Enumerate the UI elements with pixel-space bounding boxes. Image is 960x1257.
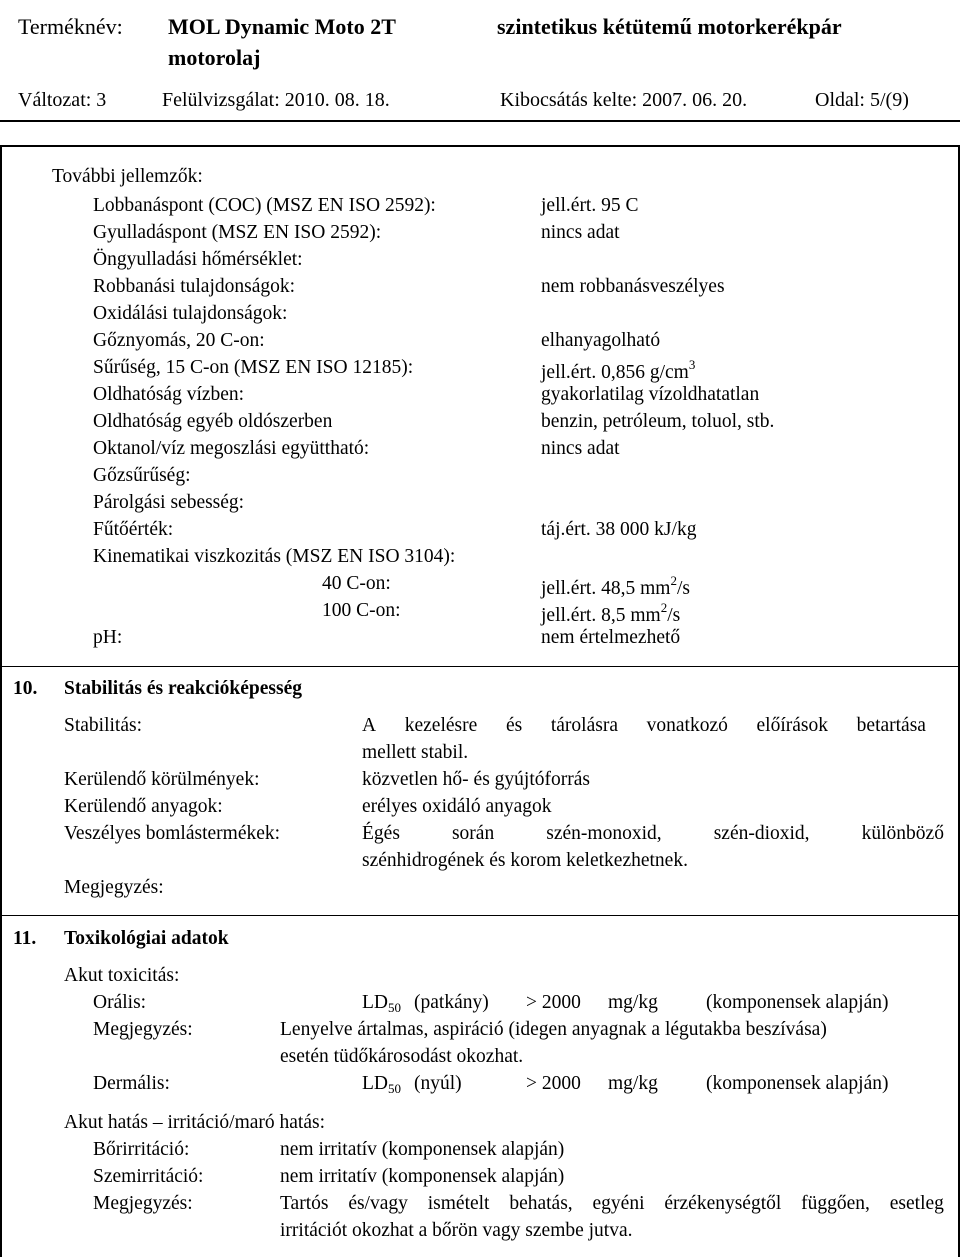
prop-label: Oxidálási tulajdonságok: — [93, 303, 288, 324]
viscosity-40-superscript: 2 — [670, 573, 677, 588]
viscosity-40-number: jell.ért. 48,5 mm — [541, 578, 671, 599]
prop-label: Kinematikai viszkozitás (MSZ EN ISO 3104): — [93, 546, 456, 567]
word: szén-monoxid, — [546, 823, 662, 844]
oral-basis: (komponensek alapján) — [706, 992, 889, 1013]
word: egyéni — [592, 1193, 645, 1214]
word: és/vagy — [348, 1193, 408, 1214]
prop-value: táj.ért. 38 000 kJ/kg — [541, 519, 697, 540]
note1-line1: Lenyelve ártalmas, aspiráció (idegen anyagnak a légutakba beszívása) — [280, 1019, 827, 1040]
word: vonatkozó — [646, 715, 728, 736]
eye-irritation-label: Szemirritáció: — [93, 1166, 204, 1187]
viscosity-100-superscript: 2 — [660, 600, 668, 615]
prop-label: Robbanási tulajdonságok: — [93, 276, 296, 297]
ph-label: pH: — [93, 627, 123, 648]
section-divider — [0, 915, 960, 916]
word: A — [362, 715, 377, 736]
product-name-part1: MOL Dynamic Moto 2T — [168, 14, 396, 39]
version-text: Változat: 3 — [18, 89, 107, 111]
issue-date: Kibocsátás kelte: 2007. 06. 20. — [500, 89, 748, 111]
prop-label: Fűtőérték: — [93, 519, 174, 540]
ld-text: LD — [362, 992, 388, 1013]
note2-line2: irritációt okozhat a bőrön vagy szembe jutva. — [280, 1220, 633, 1241]
prop-label: Gőzsűrűség: — [93, 465, 191, 486]
prop-value — [541, 358, 695, 383]
dermal-unit: mg/kg — [608, 1073, 658, 1094]
page-number: Oldal: 5/(9) — [815, 89, 909, 111]
word: betartása — [856, 715, 926, 736]
word: előírások — [756, 715, 829, 736]
header-rule — [0, 120, 960, 122]
avoid-materials-label: Kerülendő anyagok: — [64, 796, 223, 817]
acute-toxicity-heading: Akut toxicitás: — [64, 965, 180, 986]
word: kezelésre — [404, 715, 478, 736]
viscosity-40-value — [541, 574, 690, 599]
section-11-number: 11. — [13, 928, 37, 949]
decomposition-value-line1 — [362, 824, 944, 844]
section-10-note-label: Megjegyzés: — [64, 877, 164, 898]
oral-value: > 2000 — [526, 992, 581, 1013]
dermal-species: (nyúl) — [414, 1073, 462, 1094]
prop-label: Öngyulladási hőmérséklet: — [93, 249, 303, 270]
stability-value-line2: mellett stabil. — [362, 742, 469, 763]
dermal-value: > 2000 — [526, 1073, 581, 1094]
section-11-title: Toxikológiai adatok — [64, 928, 229, 949]
word: ismételt — [427, 1193, 490, 1214]
ld-subscript: 50 — [388, 1000, 401, 1015]
dermal-basis: (komponensek alapján) — [706, 1073, 889, 1094]
word: Tartós — [280, 1193, 329, 1214]
word: szén-dioxid, — [713, 823, 810, 844]
word: érzékenységtől — [664, 1193, 782, 1214]
product-name-part3: motorolaj — [168, 45, 261, 70]
word: Égés — [362, 823, 400, 844]
dermal-label: Dermális: — [93, 1073, 170, 1094]
word: függően, — [801, 1193, 870, 1214]
prop-label: Lobbanáspont (COC) (MSZ EN ISO 2592): — [93, 195, 436, 216]
section-divider — [0, 666, 960, 667]
section-10-number: 10. — [13, 678, 38, 699]
acute-effect-heading: Akut hatás – irritáció/maró hatás: — [64, 1112, 326, 1133]
prop-value: nem robbanásveszélyes — [541, 276, 725, 297]
avoid-conditions-label: Kerülendő körülmények: — [64, 769, 260, 790]
viscosity-100-number: jell.ért. 8,5 mm — [541, 605, 661, 626]
prop-label: Gyulladáspont (MSZ EN ISO 2592): — [93, 222, 382, 243]
ph-value: nem értelmezhető — [541, 627, 681, 648]
viscosity-100-value — [541, 601, 680, 626]
oral-label: Orális: — [93, 992, 147, 1013]
section-10-title: Stabilitás és reakcióképesség — [64, 678, 302, 699]
word: és — [505, 715, 523, 736]
viscosity-40-label: 40 C-on: — [322, 573, 391, 594]
viscosity-100-label: 100 C-on: — [322, 600, 401, 621]
density-superscript: 3 — [688, 357, 696, 372]
stability-label: Stabilitás: — [64, 715, 142, 736]
prop-value: nincs adat — [541, 222, 620, 243]
word: esetleg — [889, 1193, 944, 1214]
note1-label: Megjegyzés: — [93, 1019, 193, 1040]
note1-line2: esetén tüdőkárosodást okozhat. — [280, 1046, 524, 1067]
avoid-materials-value: erélyes oxidáló anyagok — [362, 796, 552, 817]
decomposition-label: Veszélyes bomlástermékek: — [64, 823, 281, 844]
prop-label: Oldhatóság egyéb oldószerben — [93, 411, 333, 432]
oral-unit: mg/kg — [608, 992, 658, 1013]
viscosity-40-unit: /s — [676, 578, 690, 599]
prop-label: Gőznyomás, 20 C-on: — [93, 330, 265, 351]
prop-label: Oldhatóság vízben: — [93, 384, 245, 405]
ld-subscript: 50 — [388, 1081, 401, 1096]
word: behatás, — [509, 1193, 573, 1214]
avoid-conditions-value: közvetlen hő- és gyújtóforrás — [362, 769, 590, 790]
prop-label: Oktanol/víz megoszlási együttható: — [93, 438, 370, 459]
word: különböző — [861, 823, 944, 844]
prop-value: gyakorlatilag vízoldhatatlan — [541, 384, 760, 405]
stability-value-line1 — [362, 716, 926, 736]
oral-species: (patkány) — [414, 992, 489, 1013]
product-label: Terméknév: — [18, 14, 123, 39]
prop-value: benzin, petróleum, toluol, stb. — [541, 411, 775, 432]
word: során — [451, 823, 495, 844]
ld-text: LD — [362, 1073, 388, 1094]
decomposition-value-line2: szénhidrogének és korom keletkezhetnek. — [362, 850, 688, 871]
dermal-ld50 — [362, 1074, 401, 1095]
revision-date: Felülvizsgálat: 2010. 08. 18. — [162, 89, 390, 111]
skin-irritation-value: nem irritatív (komponensek alapján) — [280, 1139, 565, 1160]
density-value: jell.ért. 0,856 g/cm — [541, 362, 689, 383]
prop-label: Párolgási sebesség: — [93, 492, 245, 513]
properties-heading: További jellemzők: — [52, 166, 203, 187]
word: tárolásra — [550, 715, 618, 736]
viscosity-100-unit: /s — [667, 605, 681, 626]
prop-value: nincs adat — [541, 438, 620, 459]
note2-label: Megjegyzés: — [93, 1193, 193, 1214]
oral-ld50 — [362, 993, 401, 1014]
product-name-part2: szintetikus kétütemű motorkerékpár — [497, 14, 842, 39]
note2-line1 — [280, 1194, 944, 1214]
prop-label: Sűrűség, 15 C-on (MSZ EN ISO 12185): — [93, 357, 414, 378]
eye-irritation-value: nem irritatív (komponensek alapján) — [280, 1166, 565, 1187]
skin-irritation-label: Bőrirritáció: — [93, 1139, 190, 1160]
prop-value: elhanyagolható — [541, 330, 661, 351]
prop-value: jell.ért. 95 C — [541, 195, 639, 216]
